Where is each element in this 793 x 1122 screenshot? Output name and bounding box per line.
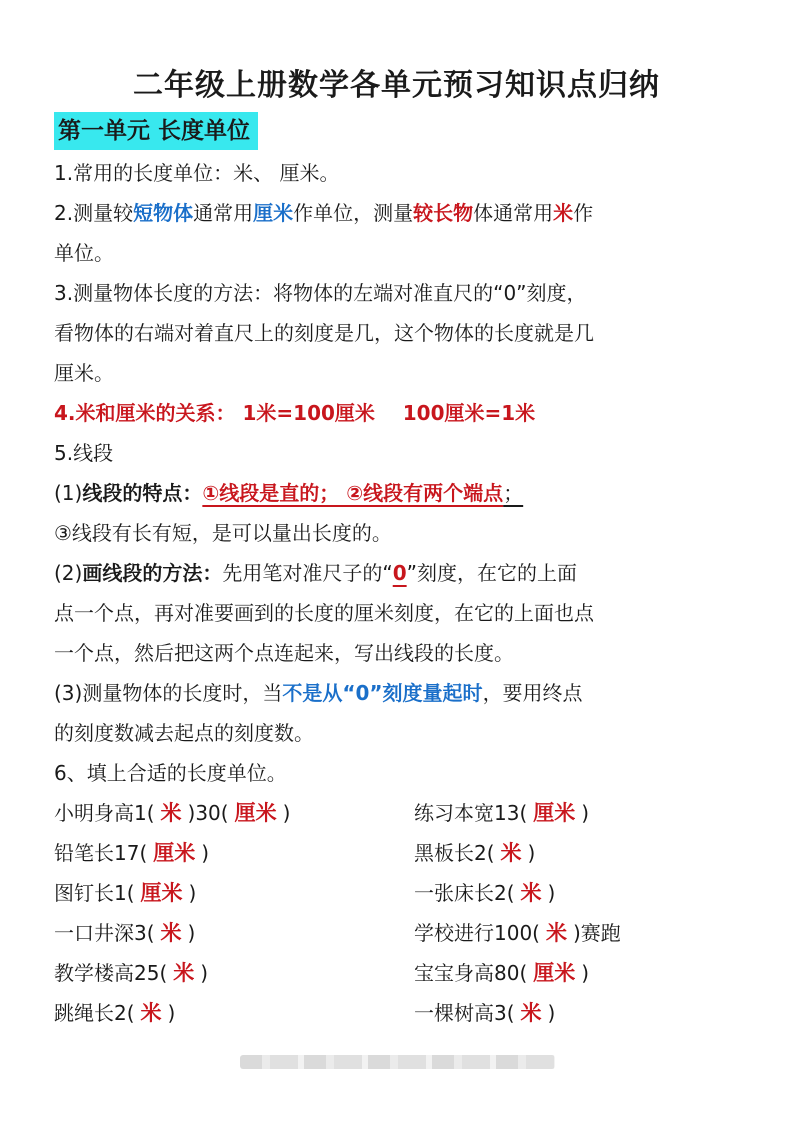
item-2-line-1 [54, 193, 593, 233]
sub-2-number: (2) [54, 561, 83, 585]
fill-row [54, 793, 290, 833]
fill-prompt: 学校进行100( [414, 921, 540, 945]
item-3-line-2: 看物体的右端对着直尺上的刻度是几，这个物体的长度就是几 [54, 321, 594, 345]
item-5-sub-2 [54, 553, 577, 593]
item-5-heading: 5.线段 [54, 441, 114, 465]
item-5-sub-1 [54, 473, 523, 513]
fill-row [414, 833, 535, 873]
item-3-line-3: 厘米。 [54, 361, 114, 385]
item-2-text: 通常用 [193, 201, 254, 225]
fill-row [414, 993, 555, 1033]
zero-highlight: 0 [392, 561, 407, 585]
fill-prompt: 教学楼高25( [54, 961, 168, 985]
fill-answer: 厘米 [234, 801, 277, 825]
fill-row [54, 833, 209, 873]
item-5-sub-3 [54, 673, 583, 713]
fill-prompt: 黑板长2( [414, 841, 495, 865]
fill-suffix: ) [187, 921, 196, 945]
item-2-text: 体通常用 [473, 201, 554, 225]
fill-row [414, 793, 589, 833]
sub-1-label: 线段的特点： [82, 481, 203, 505]
short-object-highlight: 短物体 [133, 201, 194, 225]
fill-row [54, 913, 195, 953]
fill-answer: 厘米 [533, 961, 576, 985]
fill-row [54, 993, 175, 1033]
long-object-highlight: 较长物 [413, 201, 474, 225]
fill-suffix: )赛跑 [572, 921, 621, 945]
fill-answer: 米 [140, 1001, 162, 1025]
fill-answer: 厘米 [533, 801, 576, 825]
fill-suffix: ) [282, 801, 291, 825]
item-5-sub-2-line-3: 一个点，然后把这两个点连起来，写出线段的长度。 [54, 641, 514, 665]
fill-answer: 米 [520, 881, 542, 905]
item-3-line-1: 3.测量物体长度的方法：将物体的左端对准直尺的“0”刻度， [54, 281, 587, 305]
fill-row [414, 913, 621, 953]
item-2-text: 作单位，测量 [293, 201, 414, 225]
fill-prompt: 一口井深3( [54, 921, 155, 945]
sub-1-number: (1) [54, 481, 83, 505]
sub-2-text: ”刻度，在它的上面 [406, 561, 578, 585]
fill-prompt: 一张床长2( [414, 881, 515, 905]
item-5-sub-1-line-2: ③线段有长有短，是可以量出长度的。 [54, 521, 392, 545]
unit-heading: 第一单元 长度单位 [54, 112, 258, 150]
item-5-sub-2-line-2: 点一个点，再对准要画到的长度的厘米刻度，在它的上面也点 [54, 601, 594, 625]
item-1: 1.常用的长度单位：米、 厘米。 [54, 161, 340, 185]
fill-answer: 米 [160, 801, 182, 825]
item-4-number: 4. [54, 401, 76, 425]
fill-answer: 米 [520, 1001, 542, 1025]
fill-answer: 米 [500, 841, 522, 865]
item-4 [54, 393, 535, 433]
fill-answer: 厘米 [140, 881, 183, 905]
fill-answer: 米 [160, 921, 182, 945]
m-highlight: 米 [553, 201, 574, 225]
sub-2-label: 画线段的方法： [82, 561, 223, 585]
item-2-line-2: 单位。 [54, 241, 114, 265]
fill-prompt: 一棵树高3( [414, 1001, 515, 1025]
fill-suffix: ) [527, 841, 536, 865]
fill-answer: 厘米 [153, 841, 196, 865]
fill-prompt: 铅笔长17( [54, 841, 148, 865]
sub-1-end: ； [503, 481, 524, 505]
fill-suffix: ) [547, 1001, 556, 1025]
fill-prompt: 小明身高1( [54, 801, 155, 825]
page-title: 二年级上册数学各单元预习知识点归纳 [133, 68, 660, 103]
fill-answer: 米 [545, 921, 567, 945]
item-6-heading: 6、填上合适的长度单位。 [54, 761, 287, 785]
not-from-zero-highlight: 不是从“0”刻度量起时 [282, 681, 483, 705]
unit-relation: 米和厘米的关系： 1米=100厘米 100厘米=1米 [75, 401, 536, 425]
sub-3-text: ，要用终点 [482, 681, 583, 705]
fill-prompt: 宝宝身高80( [414, 961, 528, 985]
item-5-sub-3-line-2: 的刻度数减去起点的刻度数。 [54, 721, 314, 745]
fill-suffix: ) [188, 881, 197, 905]
fill-answer: 米 [173, 961, 195, 985]
fill-prompt: 图钉长1( [54, 881, 135, 905]
fill-row [414, 873, 555, 913]
item-2-text: 2.测量较 [54, 201, 134, 225]
item-2-text: 作 [573, 201, 594, 225]
fill-prompt: 练习本宽13( [414, 801, 528, 825]
cm-highlight: 厘米 [253, 201, 294, 225]
fill-row [54, 953, 208, 993]
fill-suffix: ) [201, 841, 210, 865]
fill-prompt: 跳绳长2( [54, 1001, 135, 1025]
blurred-watermark [240, 1055, 555, 1069]
fill-prompt: )30( [187, 801, 229, 825]
fill-suffix: ) [200, 961, 209, 985]
sub-3-text: (3)测量物体的长度时，当 [54, 681, 283, 705]
fill-suffix: ) [547, 881, 556, 905]
sub-2-text: 先用笔对准尺子的“ [222, 561, 393, 585]
fill-suffix: ) [167, 1001, 176, 1025]
fill-row [54, 873, 196, 913]
fill-suffix: ) [581, 961, 590, 985]
segment-features-highlight: ①线段是直的； ②线段有两个端点 [202, 481, 504, 505]
fill-row [414, 953, 589, 993]
fill-suffix: ) [581, 801, 590, 825]
